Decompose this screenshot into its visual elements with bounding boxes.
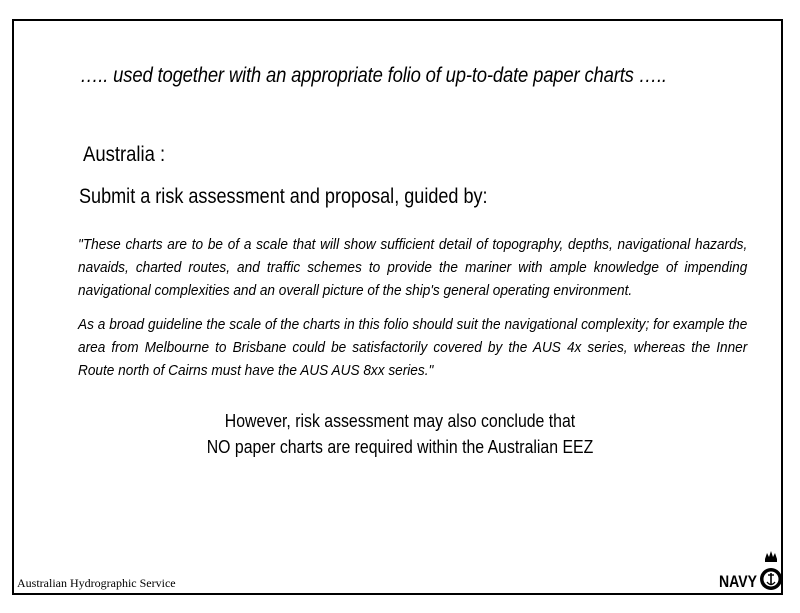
submit-line: Submit a risk assessment and proposal, guided by: <box>79 185 488 208</box>
quote-paragraph-1: "These charts are to be of a scale that will show sufficient detail of topography, depths, navigational hazards, navaids, charted routes, and traffic schemes to provide the mariner with ample knowledge of impending navigational complexities and an overall picture of the ship's general operating environment. <box>78 237 748 299</box>
conclusion-line-2: NO paper charts are required within the Australian EEZ <box>206 437 594 457</box>
footer-organization: Australian Hydrographic Service <box>17 576 176 590</box>
intro-line: ….. used together with an appropriate folio of up-to-date paper charts ….. <box>80 64 667 87</box>
navy-logo-text: NAVY <box>719 572 758 591</box>
navy-logo <box>718 547 782 593</box>
conclusion <box>0 408 800 460</box>
country-heading: Australia : <box>83 143 166 166</box>
quote-paragraph-2: As a broad guideline the scale of the charts in this folio should suit the navigational complexity; for example the area from Melbourne to Brisbane could be satisfactorily covered by the AUS 4x series, whereas the Inner Route north of Cairns must have the AUS AUS 8xx series." <box>78 317 748 379</box>
conclusion-line-1: However, risk assessment may also conclude that <box>224 411 576 431</box>
slide-frame <box>12 19 783 595</box>
crown-anchor-icon <box>718 547 782 593</box>
